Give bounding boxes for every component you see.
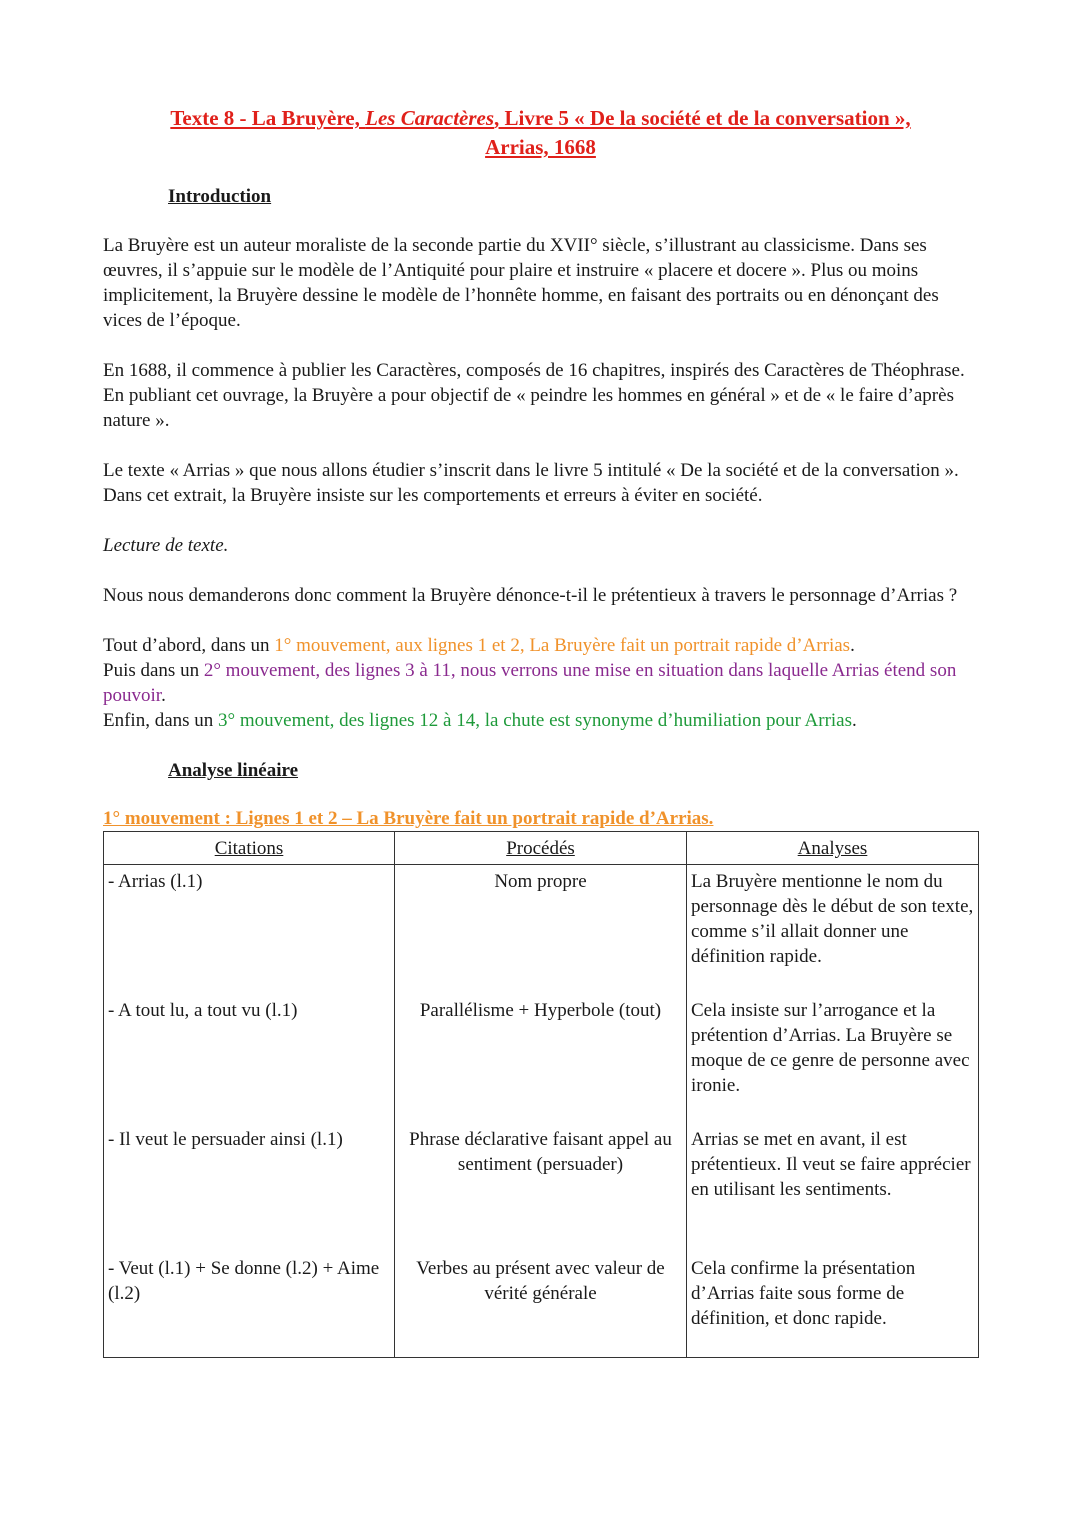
table-row <box>104 865 979 995</box>
cell-analyse: Arrias se met en avant, il est prétentieux. Il veut se faire apprécier en utilisant les sentiments. <box>687 1123 979 1252</box>
title-part: Texte 8 - La Bruyère, <box>170 106 366 130</box>
title-part-rest: , Livre 5 « De la société et de la conversation », Arrias, 1668 <box>485 106 911 159</box>
analysis-table <box>103 831 979 1358</box>
cell-analyse: Cela confirme la présentation d’Arrias faite sous forme de définition, et donc rapide. <box>687 1252 979 1358</box>
table-row <box>104 994 979 1123</box>
intro-paragraph: En 1688, il commence à publier les Caractères, composés de 16 chapitres, inspirés des Caractères de Théophrase. En publiant cet ouvrage, la Bruyère a pour objectif de « peindre les hommes en général » et de « le faire d’après nature ». <box>103 360 965 431</box>
title-italic: Les Caractères <box>365 106 495 130</box>
cell-procede: Phrase déclarative faisant appel au sentiment (persuader) <box>395 1123 687 1252</box>
plan-line-1: Tout d’abord, dans un 1° mouvement, aux lignes 1 et 2, La Bruyère fait un portrait rapide d’Arrias. <box>103 635 855 656</box>
reading-note: Lecture de texte. <box>103 535 229 556</box>
document-page <box>103 104 978 1358</box>
cell-analyse: La Bruyère mentionne le nom du personnage dès le début de son texte, comme s’il allait donner une définition rapide. <box>687 865 979 995</box>
table-row <box>104 1123 979 1252</box>
intro-heading: Introduction <box>168 186 272 207</box>
cell-citation: - A tout lu, a tout vu (l.1) <box>104 994 395 1123</box>
header-procedes: Procédés <box>395 832 687 865</box>
cell-procede: Nom propre <box>395 865 687 995</box>
header-citations: Citations <box>104 832 395 865</box>
movement-1-heading: 1° mouvement : Lignes 1 et 2 – La Bruyère fait un portrait rapide d’Arrias. <box>103 808 714 829</box>
table-header-row <box>104 832 979 865</box>
table-row <box>104 1252 979 1358</box>
plan-line-3: Enfin, dans un 3° mouvement, des lignes 12 à 14, la chute est synonyme d’humiliation pour Arrias. <box>103 710 857 731</box>
header-analyses: Analyses <box>687 832 979 865</box>
cell-procede: Parallélisme + Hyperbole (tout) <box>395 994 687 1123</box>
cell-citation: - Veut (l.1) + Se donne (l.2) + Aime (l.2) <box>104 1252 395 1358</box>
intro-paragraph: La Bruyère est un auteur moraliste de la seconde partie du XVII° siècle, s’illustrant au classicisme. Dans ses œuvres, il s’appuie sur le modèle de l’Antiquité pour plaire et instruire « placere et docere ». Plus ou moins implicitement, la Bruyère dessine le modèle de l’honnête homme, en faisant des portraits ou en dénonçant des vices de l’époque. <box>103 235 939 331</box>
problematic: Nous nous demanderons donc comment la Bruyère dénonce-t-il le prétentieux à travers le personnage d’Arrias ? <box>103 585 958 606</box>
plan-line-2: Puis dans un 2° mouvement, des lignes 3 à 11, nous verrons une mise en situation dans laquelle Arrias étend son pouvoir. <box>103 660 957 706</box>
analysis-heading: Analyse linéaire <box>168 760 299 781</box>
document-title <box>103 104 978 162</box>
plan <box>103 633 978 733</box>
cell-citation: - Il veut le persuader ainsi (l.1) <box>104 1123 395 1252</box>
cell-procede: Verbes au présent avec valeur de vérité générale <box>395 1252 687 1358</box>
cell-analyse: Cela insiste sur l’arrogance et la prétention d’Arrias. La Bruyère se moque de ce genre de personne avec ironie. <box>687 994 979 1123</box>
intro-paragraph: Le texte « Arrias » que nous allons étudier s’inscrit dans le livre 5 intitulé « De la société et de la conversation ». Dans cet extrait, la Bruyère insiste sur les comportements et erreurs à éviter en société. <box>103 460 959 506</box>
cell-citation: - Arrias (l.1) <box>104 865 395 995</box>
